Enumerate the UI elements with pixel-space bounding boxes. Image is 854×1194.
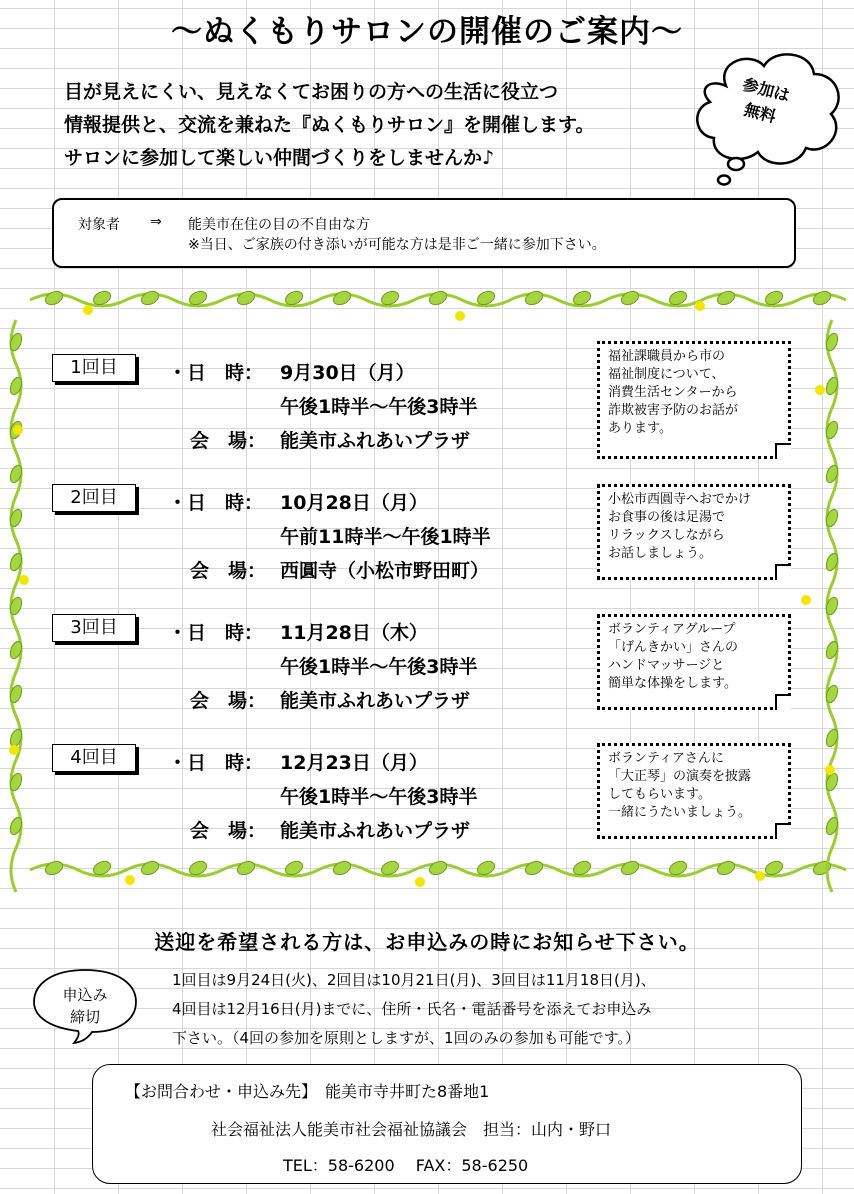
note-line: 「げんきかい」さんの	[608, 640, 739, 655]
free-badge-line: 参加は	[740, 74, 792, 106]
session-4	[52, 744, 592, 854]
page-title: 〜ぬくもりサロンの開催のご案内〜	[171, 14, 683, 50]
session-time: 午後1時半〜午後3時半	[280, 656, 478, 678]
note-line: 福祉制度について、	[608, 367, 725, 382]
leaf-icon	[43, 859, 64, 877]
session-time: 午後1時半〜午後3時半	[280, 786, 478, 808]
session-badge: 3回目	[52, 614, 136, 642]
leaf-icon	[235, 289, 256, 307]
leaf-icon	[427, 289, 448, 307]
leaf-icon	[43, 289, 64, 307]
date-label: ・日 時：	[168, 492, 264, 514]
session-venue: 西圓寺（小松市野田町）	[280, 560, 490, 582]
venue-label: 会 場：	[190, 560, 267, 582]
flower-dot-icon	[415, 877, 425, 887]
flower-dot-icon	[455, 311, 465, 321]
note-line: ボランティアグループ	[608, 622, 736, 637]
session-venue: 能美市ふれあいプラザ	[280, 690, 471, 712]
leaf-icon	[235, 859, 256, 877]
leaf-icon	[715, 859, 736, 877]
leaf-icon	[619, 859, 640, 877]
intro-line: 情報提供と、交流を兼ねた『ぬくもりサロン』を開催します。	[64, 114, 595, 136]
flower-dot-icon	[801, 595, 811, 605]
venue-label: 会 場：	[190, 690, 267, 712]
session-venue: 能美市ふれあいプラザ	[280, 430, 471, 452]
venue-label: 会 場：	[190, 430, 267, 452]
note-line: してもらいます。	[608, 787, 711, 802]
session-date: 12月23日（月）	[280, 752, 428, 774]
date-label: ・日 時：	[168, 622, 264, 644]
session-date: 11月28日（木）	[280, 622, 428, 644]
note-line: あります。	[608, 421, 672, 436]
deadline-text	[172, 966, 656, 1053]
session-3-note	[597, 614, 791, 710]
leaf-icon	[331, 859, 352, 877]
flower-dot-icon	[125, 875, 135, 885]
pickup-notice: 送迎を希望される方は、お申込みの時にお知らせ下さい。	[154, 930, 700, 954]
leaf-icon	[523, 859, 544, 877]
session-date: 10月28日（月）	[280, 492, 428, 514]
intro-line: サロンに参加して楽しい仲間づくりをしませんか♪	[64, 147, 495, 169]
deadline-line: 1回目は9月24日(火)、2回目は10月21日(月)、3回目は11月18日(月)、	[172, 971, 656, 989]
leaf-icon	[715, 289, 736, 307]
deadline-label	[40, 984, 130, 1028]
intro-line: 目が見えにくい、見えなくてお困りの方への生活に役立つ	[64, 81, 559, 103]
leaf-icon	[619, 289, 640, 307]
session-2-note	[597, 484, 791, 580]
deadline-line: 4回目は12月16日(月)までに、住所・氏名・電話番号を添えてお申込み	[172, 1000, 652, 1018]
deadline-label-line: 申込み	[62, 986, 108, 1004]
session-badge: 1回目	[52, 354, 136, 382]
leaf-icon	[811, 289, 832, 307]
session-badge: 4回目	[52, 744, 136, 772]
flower-dot-icon	[83, 305, 93, 315]
session-date: 9月30日（月）	[280, 362, 415, 384]
note-line: お食事の後は足湯で	[608, 510, 726, 525]
note-line: 小松市西圓寺へおでかけ	[608, 492, 751, 507]
note-line: 一緒にうたいましょう。	[608, 805, 752, 820]
target-note: ※当日、ご家族の付き添いが可能な方は是非ご一緒に参加下さい。	[188, 237, 606, 253]
session-2	[52, 484, 592, 594]
note-line: リラックスしながら	[608, 528, 725, 543]
session-1	[52, 354, 592, 464]
session-time: 午後1時半〜午後3時半	[280, 396, 478, 418]
free-badge-line: 無料	[742, 99, 778, 127]
note-line: 簡単な体操をします。	[608, 676, 737, 691]
note-line: 福祉課職員から市の	[608, 349, 726, 364]
target-label: 対象者	[78, 217, 120, 233]
intro-text	[64, 76, 594, 175]
note-line: ハンドマッサージと	[608, 658, 725, 673]
flower-dot-icon	[695, 301, 705, 311]
contact-box	[92, 1064, 802, 1184]
flower-dot-icon	[755, 871, 765, 881]
session-1-note	[597, 341, 791, 459]
contact-address: 【お問合わせ・申込み先】 能美市寺井町た8番地1	[125, 1082, 490, 1101]
contact-organization: 社会福祉法人能美市社会福祉協議会 担当：山内・野口	[211, 1120, 612, 1139]
arrow-icon: ⇒	[150, 214, 162, 230]
leaf-icon	[139, 289, 160, 307]
deadline-label-line: 締切	[69, 1008, 100, 1026]
flower-dot-icon	[825, 765, 835, 775]
leaf-icon	[331, 289, 352, 307]
note-line: ボランティアさんに	[608, 751, 724, 766]
note-line: 詐欺被害予防のお話が	[608, 403, 739, 418]
date-label: ・日 時：	[168, 362, 264, 384]
session-3	[52, 614, 592, 724]
leaf-icon	[139, 859, 160, 877]
date-label: ・日 時：	[168, 752, 264, 774]
flower-dot-icon	[9, 745, 19, 755]
session-time: 午前11時半〜午後1時半	[280, 526, 491, 548]
target-text: 能美市在住の目の不自由な方	[188, 217, 370, 233]
session-4-note	[597, 743, 791, 839]
note-line: 消費生活センターから	[608, 385, 738, 400]
leaf-icon	[811, 859, 832, 877]
deadline-line: 下さい。（4回の参加を原則としますが、1回のみの参加も可能です。）	[172, 1029, 640, 1047]
target-box	[52, 198, 796, 268]
contact-phone: TEL：58-6200 FAX：58-6250	[283, 1156, 529, 1175]
venue-label: 会 場：	[190, 820, 267, 842]
flower-dot-icon	[19, 575, 29, 585]
note-line: 「大正琴」の演奏を披露	[608, 769, 752, 784]
leaf-icon	[427, 859, 448, 877]
session-venue: 能美市ふれあいプラザ	[280, 820, 471, 842]
note-line: お話しましょう。	[608, 546, 713, 561]
session-badge: 2回目	[52, 484, 136, 512]
flower-dot-icon	[815, 385, 825, 395]
leaf-icon	[523, 289, 544, 307]
flower-dot-icon	[13, 425, 23, 435]
